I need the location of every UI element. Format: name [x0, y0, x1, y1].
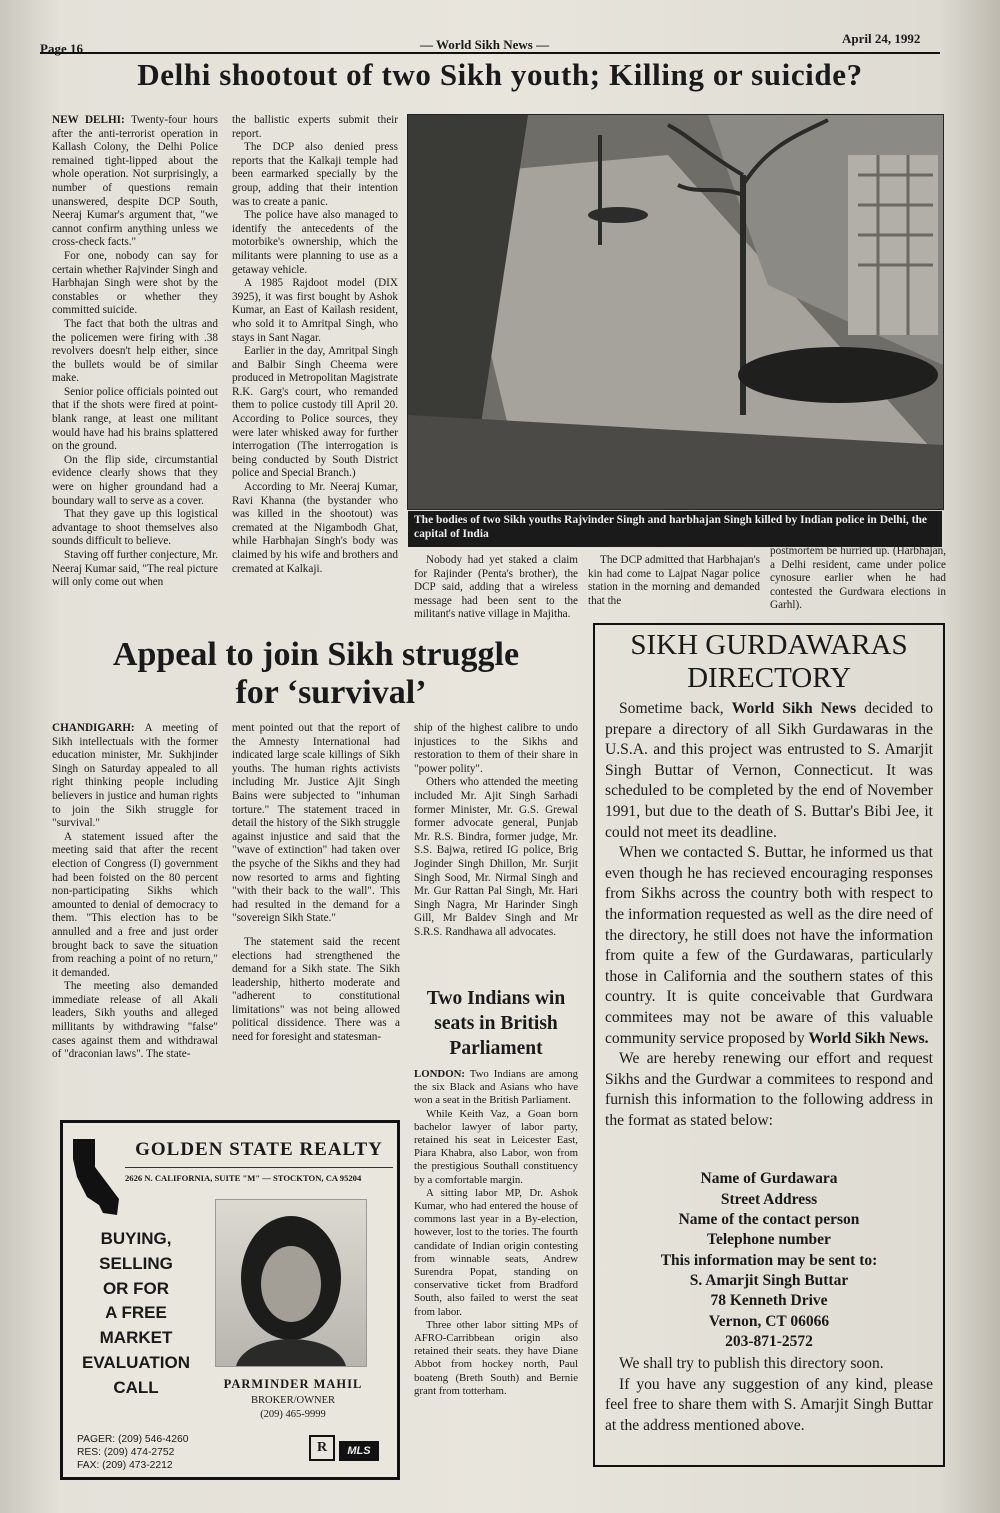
article1-paragraph: Staving off further conjecture, Mr. Neeraj Kumar said, "The real picture will only come out when	[52, 549, 218, 589]
article2-paragraph: ment pointed out that the report of the Amnesty International had indicated large scale killings of Sikh youths. The human rights activists including Mr. Justice Ajit Singh Bains were subjected to "inhuman torture." The statement traced in detail the history of the Sikh struggle against injustice and said that the "wave of extinction" had taken over the psyche of the Sikhs and they had now resorted to arms and fighting "with their back to the wall". This had resulted in the demand for a "sovereign Sikh State."	[232, 722, 400, 925]
directory-text: When we contacted S. Buttar, he informed us that even though he has recieved encouraging responses from Sikhs across the country both with respect to the information requested as well as the dire need of the directory, he still does not have the information from quite a few of the Gurdawaras, particularly those in California and the southern states of this country. It is quite conceivable that Gurdwara commitees may not be aware of this valuable community service proposed by	[605, 844, 933, 1047]
article1-paragraph: postmortem be hurried up. (Harbhajan, a Delhi resident, came under police cynosure earlier when he had contested the Gurdwara elections in Garhl).	[770, 545, 946, 612]
address-line: This information may be sent to:	[660, 1251, 878, 1269]
address-line: Telephone number	[707, 1231, 831, 1249]
article1-column3	[414, 554, 578, 634]
article2-paragraph: ship of the highest calibre to undo injustices to the Sikhs and restoration to them of their share in "power polity".	[414, 722, 578, 775]
directory-title-line1: SIKH GURDAWARAS	[630, 629, 908, 661]
article1-paragraph: The police have also managed to identify the antecedents of the motorbike's ownership, which the militants were planning to use as a getaway vehicle.	[232, 209, 398, 276]
advert-rule	[125, 1167, 393, 1168]
article2-paragraph: The meeting also demanded immediate release of all Akali leaders, Sikh youths and alleged millitants by withdrawing "false" cases against them and withdrawal of "draconian laws". The state-	[52, 980, 218, 1061]
article1-headline: Delhi shootout of two Sikh youth; Killing or suicide?	[137, 57, 863, 92]
agent-portrait	[215, 1199, 367, 1367]
article1-dateline: NEW DELHI:	[52, 114, 125, 126]
agent-phone: (209) 465-9999	[260, 1409, 326, 1420]
article2-headline-line2: for ‘survival’	[235, 674, 427, 711]
article3-body	[414, 1068, 578, 1468]
pitch-line: CALL	[113, 1377, 159, 1397]
address-line: S. Amarjit Singh Buttar	[689, 1271, 849, 1289]
address-line: Vernon, CT 06066	[708, 1312, 830, 1330]
directory-publication: World Sikh News	[731, 700, 857, 717]
article1-paragraph: The DCP also denied press reports that the Kalkaji temple had been earmarked specially by the group, adding that their intention was to create a panic.	[232, 141, 398, 208]
address-line: Name of the contact person	[678, 1211, 860, 1229]
article1-paragraph: Senior police officials pointed out that if the shots were fired at point-blank range, at least one militant would have had his brains splattered on the ground.	[52, 385, 218, 453]
article2-column1	[52, 722, 218, 1094]
article2-column2	[232, 722, 400, 1094]
article1-paragraph: Twenty-four hours after the anti-terrorist operation in Kallash Colony, the Delhi Police remained tight-lipped about the whole operation. Not surprisingly, a number of questions remain unanswered, despite DCP South, Neeraj Kumar's argument that, "we cannot confirm anything unless we cross-check facts."	[52, 114, 218, 249]
article2-paragraph: A statement issued after the meeting said that after the recent election of Congress (I) government had been foisted on the 80 percent non-participating Sikhs which amounted to denial of democracy to them. "This election has to be annulled and a free and just order brought back to save the situation from reaching a point of no return," it demanded.	[52, 830, 218, 979]
agent-title: BROKER/OWNER	[251, 1395, 335, 1406]
pitch-line: MARKET	[99, 1328, 173, 1348]
realty-advert	[60, 1120, 400, 1480]
article3-headline-line1: Two Indians win	[426, 988, 566, 1009]
article3-headline-line3: Parliament	[449, 1038, 543, 1059]
pitch-line: BUYING,	[100, 1229, 172, 1248]
directory-title-line2: DIRECTORY	[687, 662, 851, 694]
article3-headline	[414, 986, 578, 1061]
article2-dateline: CHANDIGARH:	[52, 722, 135, 734]
pitch-line: SELLING	[99, 1253, 173, 1273]
article1-column1	[52, 114, 218, 636]
news-photo	[407, 114, 944, 510]
article1-paragraph: the ballistic experts submit their report.	[232, 114, 398, 140]
advert-contacts	[77, 1433, 188, 1472]
address-line: 203-871-2572	[725, 1332, 813, 1350]
realty-address: 2626 N. CALIFORNIA, SUITE "M" — STOCKTON, CA 95204	[125, 1173, 362, 1183]
directory-text: We are hereby renewing our effort and request Sikhs and the Gurdwar a commitees to respond and furnish this information to the following address in the format as stated below:	[605, 1050, 933, 1129]
publication-name: — World Sikh News —	[420, 37, 550, 52]
directory-body	[595, 699, 943, 1131]
pager-number: PAGER: (209) 546-4260	[77, 1434, 189, 1445]
article2-paragraph: Others who attended the meeting included Mr. Ajit Singh Sarhadi former Minister, Mr. G.S. Grewal former advocate general, Punjab Mr. R.S. Bindra, former judge, Mr. S.S. Bajwa, retired IG police, Brig Joginder Singh Dhillon, Mr. Surjit Singh Sood, Mr. Nirmal Singh and Mr. Gur Rattan Pal Singh, Mr. Hari Singh Nagra, Mr Harinder Singh Gill, Mr Baldev Singh and Mr S.R.S. Randhawa all advocates.	[414, 776, 578, 938]
agent-name: PARMINDER MAHIL	[223, 1377, 363, 1391]
directory-text: If you have any suggestion of any kind, please feel free to share them with S. Amarjit Singh Buttar at the address mentioned above.	[605, 1375, 933, 1434]
pitch-line: OR FOR	[102, 1278, 170, 1298]
realtor-logo-icon: R	[309, 1435, 335, 1461]
article2-paragraph: The statement said the recent elections had strengthened the demand for a Sikh state. The Sikh leadership, hitherto moderate and "adherent to constitutional limitations" was not being allowed political dissidence. There was a need for foresight and statesman-	[232, 935, 400, 1044]
article3-paragraph: Three other labor sitting MPs of AFRO-Carribbean origin also retained their seats. they have Diane Abbot from hockey north, Paul boateng (Breth South) and Bernie grant from totterham.	[414, 1318, 578, 1397]
article2-paragraph: A meeting of Sikh intellectuals with the former education minister, Mr. Sukhjinder Singh on Saturday appealed to all right thinking people including believers in justice and human rights to join the Sikh struggle for "survival."	[52, 722, 218, 830]
realty-company-name: GOLDEN STATE REALTY	[135, 1139, 383, 1160]
article1-paragraph: The fact that both the ultras and the policemen were firing with .38 revolvers doesn't help either, since the bullets would be of similar make.	[52, 317, 218, 385]
directory-box	[593, 623, 945, 1467]
article3-headline-line2: seats in British	[434, 1013, 558, 1034]
address-line: Street Address	[720, 1190, 818, 1208]
article1-paragraph: According to Mr. Neeraj Kumar, Ravi Khanna (the bystander who was killed in the shootout) was cremated at the Nigambodh Ghat, while Harbhajan Singh's body was claimed by his wife and brothers and cremated at Kalkaji.	[232, 481, 398, 575]
california-map-icon	[69, 1137, 123, 1217]
directory-publication: World Sikh News.	[808, 1029, 929, 1047]
directory-text: decided to prepare a directory of all Sikh Gurdawaras in the U.S.A. and this project was entrusted to S. Amarjit Singh Buttar of Vernon, Connecticut. It was scheduled to be completed by the end of November 1991, but due to the death of S. Buttar's Bibi Jee, it could not meet its deadline.	[605, 700, 933, 841]
photo-scene	[408, 115, 943, 509]
directory-text: Sometime back,	[619, 700, 732, 717]
agent-photo	[216, 1200, 366, 1366]
directory-footer	[595, 1354, 943, 1436]
article1-paragraph: A 1985 Rajdoot model (DIX 3925), it was first bought by Ashok Kumar, an East of Kailash resident, who sold it to Amritpal Singh, who stays in Sant Nagar.	[232, 277, 398, 344]
directory-title	[595, 629, 943, 695]
issue-date: April 24, 1992	[842, 31, 921, 46]
article1-paragraph: The DCP admitted that Harbhajan's kin had come to Lajpat Nagar police station in the morning and demanded that the	[588, 554, 760, 607]
res-number: RES: (209) 474-2752	[77, 1447, 175, 1458]
article3-dateline: LONDON:	[414, 1068, 465, 1080]
address-line: 78 Kenneth Drive	[710, 1292, 828, 1310]
article1-paragraph: That they gave up this logistical advantage to shoot themselves also sounds difficult to believe.	[52, 508, 218, 548]
article3-paragraph: While Keith Vaz, a Goan born bachelor lawyer of labor party, retained his seat in Leicester East, Piara Khabra, also Labor, won from the prestigious Southall constituency by a comfortable margin.	[414, 1107, 578, 1186]
article1-paragraph: On the flip side, circumstantial evidence clearly shows that they were on higher groundand had a boundary wall to serve as a cover.	[52, 453, 218, 507]
pitch-line: A FREE	[105, 1303, 167, 1323]
article1-paragraph: Nobody had yet staked a claim for Rajinder (Penta's brother), the DCP said, adding that a wireless message had been sent to the militant's native village in Majitha.	[414, 554, 578, 621]
advert-pitch	[77, 1227, 195, 1401]
article2-column3	[414, 722, 578, 972]
pitch-line: EVALUATION	[82, 1352, 190, 1372]
article1-paragraph: For one, nobody can say for certain whether Rajvinder Singh and Harbhajan Singh were shot by the constables or whether they committed suicide.	[52, 249, 218, 317]
directory-text: We shall try to publish this directory soon.	[619, 1355, 884, 1373]
article1-column5	[770, 545, 946, 625]
article1-column2	[232, 114, 398, 636]
article3-paragraph: A sitting labor MP, Dr. Ashok Kumar, who had entered the house of commons last year in a By-election, however, lost to the tories. The fourth candidate of Indian origin contesting from winnable seats, Andrew Surendra Popat, standing on conservative ticket from Bradford South, also failed to werst the seat from labor.	[414, 1186, 578, 1318]
fax-number: FAX: (209) 473-2212	[77, 1460, 173, 1471]
article1-column4	[588, 554, 760, 634]
mls-logo-icon: MLS	[339, 1441, 379, 1461]
article2-headline-line1: Appeal to join Sikh struggle	[112, 636, 520, 673]
article3-paragraph: Two Indians are among the six Black and Asians who have won a seat in the British Parliament.	[414, 1068, 578, 1107]
directory-address-block	[595, 1169, 943, 1352]
masthead-rule	[40, 52, 940, 54]
address-line: Name of Gurdawara	[700, 1170, 838, 1188]
article1-paragraph: Earlier in the day, Amritpal Singh and Balbir Singh Cheema were produced in Metropolitan Magistrate R.K. Garg's court, who remanded them to police custody till April 20. According to Police sources, they were later whisked away for further interrogation (The interrogation is being conducted by South District police and Special Branch.)	[232, 345, 398, 480]
photo-caption: The bodies of two Sikh youths Rajvinder Singh and harbhajan Singh killed by Indian police in Delhi, the capital of India	[408, 511, 942, 547]
page-number: Page 16	[40, 41, 83, 56]
article2-headline	[50, 636, 582, 712]
